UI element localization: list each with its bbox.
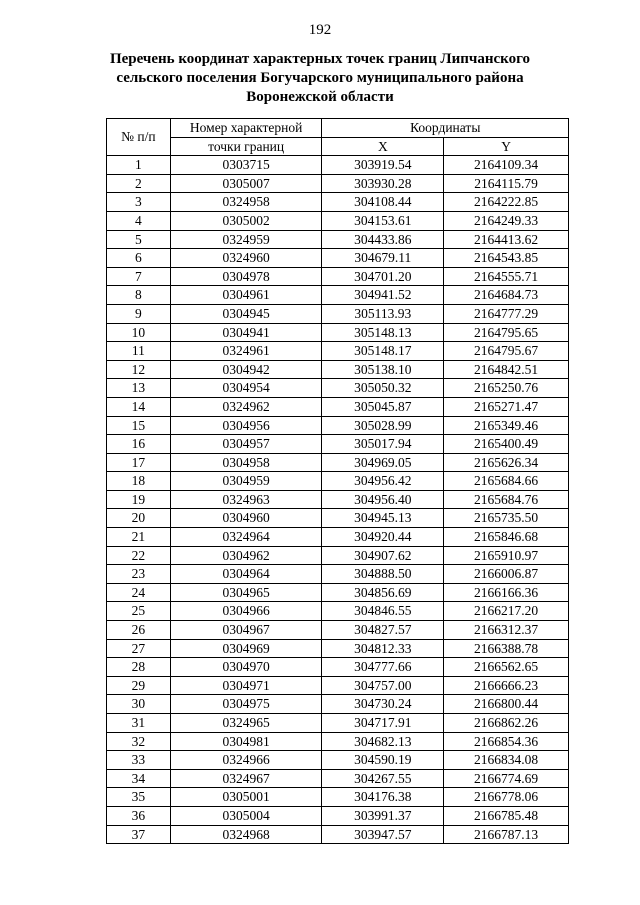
cell-x: 304267.55 (322, 769, 444, 788)
cell-y: 2165271.47 (444, 397, 569, 416)
cell-y: 2166774.69 (444, 769, 569, 788)
cell-y: 2164795.65 (444, 323, 569, 342)
cell-y: 2165684.76 (444, 490, 569, 509)
cell-y: 2164413.62 (444, 230, 569, 249)
cell-point: 0324965 (170, 714, 322, 733)
cell-point: 0305004 (170, 806, 322, 825)
header-x: X (322, 137, 444, 156)
cell-y: 2164777.29 (444, 304, 569, 323)
cell-y: 2165250.76 (444, 379, 569, 398)
cell-y: 2165349.46 (444, 416, 569, 435)
cell-point: 0324959 (170, 230, 322, 249)
cell-point: 0305007 (170, 174, 322, 193)
cell-point: 0324958 (170, 193, 322, 212)
cell-num: 10 (107, 323, 171, 342)
cell-y: 2165626.34 (444, 453, 569, 472)
cell-y: 2164795.67 (444, 342, 569, 361)
table-row (107, 769, 569, 788)
cell-point: 0304962 (170, 546, 322, 565)
table-row (107, 658, 569, 677)
cell-point: 0304961 (170, 286, 322, 305)
cell-x: 304856.69 (322, 583, 444, 602)
cell-point: 0304942 (170, 360, 322, 379)
document-title (90, 50, 550, 107)
cell-y: 2164684.73 (444, 286, 569, 305)
header-point-line2: точки границ (170, 137, 322, 156)
cell-num: 37 (107, 825, 171, 844)
cell-num: 12 (107, 360, 171, 379)
table-row (107, 806, 569, 825)
cell-point: 0304966 (170, 602, 322, 621)
cell-x: 303919.54 (322, 156, 444, 175)
cell-num: 19 (107, 490, 171, 509)
cell-x: 304701.20 (322, 267, 444, 286)
cell-point: 0324964 (170, 528, 322, 547)
cell-point: 0304970 (170, 658, 322, 677)
cell-point: 0324961 (170, 342, 322, 361)
table-row (107, 732, 569, 751)
cell-y: 2166166.36 (444, 583, 569, 602)
cell-x: 304888.50 (322, 565, 444, 584)
cell-x: 304682.13 (322, 732, 444, 751)
cell-num: 33 (107, 751, 171, 770)
cell-num: 1 (107, 156, 171, 175)
cell-x: 304827.57 (322, 621, 444, 640)
cell-num: 25 (107, 602, 171, 621)
cell-y: 2166778.06 (444, 788, 569, 807)
coordinates-table (106, 118, 569, 844)
cell-x: 304108.44 (322, 193, 444, 212)
cell-num: 29 (107, 676, 171, 695)
cell-num: 22 (107, 546, 171, 565)
cell-y: 2166312.37 (444, 621, 569, 640)
cell-x: 304945.13 (322, 509, 444, 528)
cell-num: 21 (107, 528, 171, 547)
cell-x: 305148.17 (322, 342, 444, 361)
cell-point: 0324960 (170, 249, 322, 268)
cell-point: 0304978 (170, 267, 322, 286)
table-row (107, 416, 569, 435)
table-row (107, 565, 569, 584)
cell-y: 2165735.50 (444, 509, 569, 528)
cell-point: 0305001 (170, 788, 322, 807)
page-number: 192 (308, 22, 332, 38)
cell-y: 2166834.08 (444, 751, 569, 770)
cell-num: 11 (107, 342, 171, 361)
cell-point: 0304971 (170, 676, 322, 695)
cell-x: 305138.10 (322, 360, 444, 379)
header-point-line1: Номер характерной (170, 119, 322, 138)
cell-y: 2164842.51 (444, 360, 569, 379)
cell-point: 0303715 (170, 156, 322, 175)
cell-point: 0324963 (170, 490, 322, 509)
cell-num: 17 (107, 453, 171, 472)
cell-num: 13 (107, 379, 171, 398)
cell-y: 2166562.65 (444, 658, 569, 677)
cell-y: 2164115.79 (444, 174, 569, 193)
cell-y: 2164222.85 (444, 193, 569, 212)
cell-point: 0304960 (170, 509, 322, 528)
cell-y: 2166666.23 (444, 676, 569, 695)
cell-point: 0304954 (170, 379, 322, 398)
table-row (107, 546, 569, 565)
table-row (107, 453, 569, 472)
table-row (107, 435, 569, 454)
header-coords: Координаты (322, 119, 569, 138)
cell-x: 304956.42 (322, 472, 444, 491)
cell-point: 0304956 (170, 416, 322, 435)
cell-y: 2165400.49 (444, 435, 569, 454)
table-body (107, 156, 569, 844)
cell-y: 2165910.97 (444, 546, 569, 565)
cell-y: 2166787.13 (444, 825, 569, 844)
cell-num: 16 (107, 435, 171, 454)
title-line-3: Воронежской области (246, 89, 394, 105)
table-row (107, 788, 569, 807)
cell-y: 2164555.71 (444, 267, 569, 286)
header-num: № п/п (107, 119, 171, 156)
cell-x: 304176.38 (322, 788, 444, 807)
cell-num: 32 (107, 732, 171, 751)
cell-x: 305148.13 (322, 323, 444, 342)
cell-y: 2166800.44 (444, 695, 569, 714)
cell-num: 18 (107, 472, 171, 491)
table-row (107, 602, 569, 621)
table-row (107, 249, 569, 268)
cell-y: 2165684.66 (444, 472, 569, 491)
table-row (107, 528, 569, 547)
cell-num: 2 (107, 174, 171, 193)
table-row (107, 490, 569, 509)
cell-point: 0304958 (170, 453, 322, 472)
cell-x: 304969.05 (322, 453, 444, 472)
cell-num: 7 (107, 267, 171, 286)
cell-x: 305045.87 (322, 397, 444, 416)
cell-num: 20 (107, 509, 171, 528)
cell-y: 2164249.33 (444, 211, 569, 230)
table-row (107, 509, 569, 528)
cell-point: 0324967 (170, 769, 322, 788)
table-row (107, 825, 569, 844)
cell-num: 4 (107, 211, 171, 230)
cell-x: 304679.11 (322, 249, 444, 268)
cell-point: 0304975 (170, 695, 322, 714)
table-row (107, 156, 569, 175)
cell-y: 2164109.34 (444, 156, 569, 175)
table-row (107, 714, 569, 733)
table-row (107, 695, 569, 714)
cell-num: 14 (107, 397, 171, 416)
table-row (107, 621, 569, 640)
cell-y: 2166785.48 (444, 806, 569, 825)
cell-num: 28 (107, 658, 171, 677)
cell-x: 305050.32 (322, 379, 444, 398)
cell-point: 0324968 (170, 825, 322, 844)
cell-x: 304590.19 (322, 751, 444, 770)
cell-x: 304956.40 (322, 490, 444, 509)
table-row (107, 230, 569, 249)
cell-x: 303947.57 (322, 825, 444, 844)
title-line-1: Перечень координат характерных точек границ Липчанского (109, 51, 531, 67)
cell-x: 304730.24 (322, 695, 444, 714)
cell-x: 305028.99 (322, 416, 444, 435)
cell-point: 0304945 (170, 304, 322, 323)
cell-x: 304777.66 (322, 658, 444, 677)
cell-y: 2166862.26 (444, 714, 569, 733)
cell-x: 304153.61 (322, 211, 444, 230)
cell-num: 8 (107, 286, 171, 305)
cell-point: 0324966 (170, 751, 322, 770)
cell-num: 15 (107, 416, 171, 435)
table-row (107, 379, 569, 398)
cell-point: 0305002 (170, 211, 322, 230)
header-y: Y (444, 137, 569, 156)
cell-num: 36 (107, 806, 171, 825)
table-row (107, 583, 569, 602)
table-row (107, 397, 569, 416)
cell-num: 35 (107, 788, 171, 807)
title-line-2: сельского поселения Богучарского муниципального района (116, 70, 524, 86)
cell-num: 31 (107, 714, 171, 733)
table-row (107, 174, 569, 193)
cell-y: 2166006.87 (444, 565, 569, 584)
table-row (107, 323, 569, 342)
cell-x: 305017.94 (322, 435, 444, 454)
cell-y: 2166854.36 (444, 732, 569, 751)
cell-x: 304907.62 (322, 546, 444, 565)
table-row (107, 639, 569, 658)
cell-x: 305113.93 (322, 304, 444, 323)
cell-y: 2166217.20 (444, 602, 569, 621)
cell-x: 304757.00 (322, 676, 444, 695)
cell-num: 26 (107, 621, 171, 640)
cell-point: 0304965 (170, 583, 322, 602)
cell-num: 5 (107, 230, 171, 249)
table-row (107, 211, 569, 230)
table-row (107, 267, 569, 286)
cell-x: 304941.52 (322, 286, 444, 305)
cell-point: 0304964 (170, 565, 322, 584)
cell-x: 304846.55 (322, 602, 444, 621)
cell-x: 304717.91 (322, 714, 444, 733)
cell-y: 2166388.78 (444, 639, 569, 658)
cell-num: 30 (107, 695, 171, 714)
cell-point: 0304959 (170, 472, 322, 491)
cell-x: 304812.33 (322, 639, 444, 658)
table-row (107, 342, 569, 361)
table-row (107, 676, 569, 695)
cell-x: 303930.28 (322, 174, 444, 193)
cell-num: 34 (107, 769, 171, 788)
table-row (107, 751, 569, 770)
cell-num: 3 (107, 193, 171, 212)
cell-point: 0304967 (170, 621, 322, 640)
cell-point: 0304969 (170, 639, 322, 658)
cell-y: 2164543.85 (444, 249, 569, 268)
cell-y: 2165846.68 (444, 528, 569, 547)
cell-num: 9 (107, 304, 171, 323)
cell-point: 0304941 (170, 323, 322, 342)
table-row (107, 472, 569, 491)
cell-x: 304433.86 (322, 230, 444, 249)
table-row (107, 286, 569, 305)
cell-num: 6 (107, 249, 171, 268)
cell-num: 27 (107, 639, 171, 658)
cell-point: 0304981 (170, 732, 322, 751)
table-row (107, 360, 569, 379)
cell-x: 304920.44 (322, 528, 444, 547)
cell-x: 303991.37 (322, 806, 444, 825)
cell-point: 0304957 (170, 435, 322, 454)
cell-point: 0324962 (170, 397, 322, 416)
table-row (107, 193, 569, 212)
cell-num: 24 (107, 583, 171, 602)
cell-num: 23 (107, 565, 171, 584)
table-row (107, 304, 569, 323)
